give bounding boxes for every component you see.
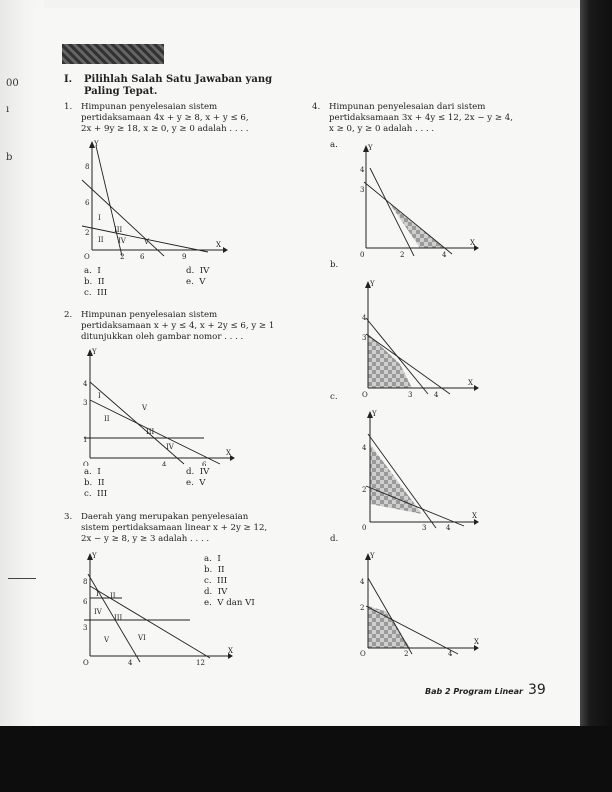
graph-option-b bbox=[352, 278, 487, 400]
option[interactable]: b. II bbox=[84, 478, 105, 488]
option[interactable]: a. I bbox=[84, 266, 101, 276]
region-label: III bbox=[114, 226, 123, 234]
option[interactable]: d. IV bbox=[204, 587, 228, 597]
region-label: I bbox=[98, 214, 101, 222]
x-tick: 4 bbox=[446, 524, 451, 532]
option-label[interactable]: b. bbox=[330, 260, 339, 270]
question-text-line: ditunjukkan oleh gambar nomor . . . . bbox=[81, 332, 244, 342]
x-tick: 3 bbox=[422, 524, 427, 532]
x-tick: 2 bbox=[400, 251, 405, 259]
y-tick: 2 bbox=[85, 229, 90, 237]
region-label: I bbox=[98, 392, 101, 400]
section-number: I. bbox=[64, 74, 73, 85]
y-axis-label: Y bbox=[94, 140, 99, 148]
x-tick: 4 bbox=[448, 650, 453, 658]
scan-shadow-bottom bbox=[0, 726, 612, 792]
option-label[interactable]: c. bbox=[330, 392, 338, 402]
origin-label: O bbox=[84, 253, 90, 261]
option[interactable]: b. II bbox=[84, 277, 105, 287]
x-axis-label: X bbox=[474, 638, 479, 646]
question-text-line: 2x − y ≥ 8, y ≥ 3 adalah . . . . bbox=[81, 534, 210, 544]
region-label: IV bbox=[94, 608, 102, 616]
scan-shadow-right bbox=[580, 0, 612, 792]
option[interactable]: d. IV bbox=[186, 467, 210, 477]
y-tick: 3 bbox=[83, 399, 88, 407]
margin-mark: ı bbox=[6, 104, 10, 115]
option[interactable]: e. V bbox=[186, 478, 206, 488]
question-text-line: Himpunan penyelesaian sistem bbox=[81, 102, 218, 112]
region-label: III bbox=[146, 428, 155, 436]
option[interactable]: e. V dan VI bbox=[204, 598, 255, 608]
y-axis-label: Y bbox=[92, 348, 97, 356]
x-tick: 4 bbox=[162, 461, 167, 466]
y-tick: 1 bbox=[83, 436, 88, 444]
question-number: 1. bbox=[64, 102, 73, 112]
option-label[interactable]: d. bbox=[330, 534, 339, 544]
x-axis-label: X bbox=[228, 647, 233, 655]
margin-mark: 00 bbox=[6, 78, 19, 89]
question-number: 2. bbox=[64, 310, 73, 320]
y-axis-label: Y bbox=[92, 552, 97, 560]
x-tick: 9 bbox=[182, 253, 187, 261]
section-title-line1: Pilihlah Salah Satu Jawaban yang bbox=[84, 74, 273, 85]
option[interactable]: a. I bbox=[204, 554, 221, 564]
x-tick: 2 bbox=[120, 253, 125, 261]
question-number: 4. bbox=[312, 102, 321, 112]
question-text-line: x ≥ 0, y ≥ 0 adalah . . . . bbox=[329, 124, 435, 134]
region-label: II bbox=[110, 592, 116, 600]
y-tick: 6 bbox=[85, 199, 90, 207]
y-tick: 6 bbox=[83, 598, 88, 606]
y-axis-label: Y bbox=[368, 144, 373, 152]
x-axis-label: X bbox=[470, 239, 475, 247]
option[interactable]: a. I bbox=[84, 467, 101, 477]
x-tick: 4 bbox=[442, 251, 447, 259]
y-axis-label: Y bbox=[372, 410, 377, 418]
region-label: V bbox=[142, 404, 148, 412]
graph-option-c bbox=[352, 408, 487, 533]
chapter-footer: Bab 2 Program Linear bbox=[425, 687, 523, 696]
page-number: 39 bbox=[528, 682, 546, 698]
region-label: V bbox=[144, 238, 150, 246]
y-axis-label: Y bbox=[370, 552, 375, 560]
y-tick: 3 bbox=[360, 186, 365, 194]
question-2 bbox=[64, 310, 314, 344]
y-tick: 4 bbox=[83, 380, 88, 388]
x-axis-label: X bbox=[468, 379, 473, 387]
section-header-banner bbox=[62, 44, 164, 64]
y-tick: 3 bbox=[83, 624, 88, 632]
origin-label: O bbox=[362, 391, 368, 399]
origin-label: O bbox=[83, 461, 89, 466]
question-text-line: sistem pertidaksamaan linear x + 2y ≥ 12, bbox=[81, 523, 268, 533]
x-axis-label: X bbox=[472, 512, 477, 520]
margin-mark: b bbox=[6, 152, 13, 163]
option[interactable]: d. IV bbox=[186, 266, 210, 276]
y-axis-label: Y bbox=[370, 280, 375, 288]
section-title-line2: Paling Tepat. bbox=[84, 86, 158, 97]
option-label[interactable]: a. bbox=[330, 140, 338, 150]
x-tick: 4 bbox=[128, 659, 133, 667]
region-label: II bbox=[98, 236, 104, 244]
region-label: III bbox=[114, 614, 123, 622]
x-tick: 6 bbox=[140, 253, 145, 261]
region-label: VI bbox=[138, 634, 146, 642]
region-label: IV bbox=[118, 237, 126, 245]
x-tick: 3 bbox=[408, 391, 413, 399]
origin-label: O bbox=[360, 650, 366, 658]
question-1 bbox=[64, 102, 304, 136]
region-label: I bbox=[96, 590, 99, 598]
x-axis-label: X bbox=[216, 241, 221, 249]
region-label: V bbox=[104, 636, 110, 644]
y-tick: 4 bbox=[360, 166, 365, 174]
y-tick: 3 bbox=[362, 334, 367, 342]
origin-label: O bbox=[83, 659, 89, 667]
question-3 bbox=[64, 512, 314, 546]
question-text-line: 2x + 9y ≥ 18, x ≥ 0, y ≥ 0 adalah . . . . bbox=[81, 124, 249, 134]
y-tick: 4 bbox=[360, 578, 365, 586]
y-tick: 8 bbox=[85, 163, 90, 171]
graph-option-d bbox=[352, 550, 487, 665]
option[interactable]: c. III bbox=[84, 489, 108, 499]
y-tick: 4 bbox=[362, 314, 367, 322]
margin-rule bbox=[8, 578, 36, 579]
y-tick: 2 bbox=[360, 604, 365, 612]
option[interactable]: b. II bbox=[204, 565, 225, 575]
question-number: 3. bbox=[64, 512, 73, 522]
graph-option-a bbox=[352, 142, 487, 262]
option[interactable]: e. V bbox=[186, 277, 206, 287]
question-text-line: Himpunan penyelesaian dari sistem bbox=[329, 102, 486, 112]
question-text-line: pertidaksamaan x + y ≤ 4, x + 2y ≤ 6, y ≥ 1 bbox=[81, 321, 275, 331]
y-tick: 2 bbox=[362, 486, 367, 494]
option[interactable]: c. III bbox=[204, 576, 228, 586]
x-tick: 4 bbox=[434, 391, 439, 399]
origin-label: 0 bbox=[362, 524, 367, 532]
origin-label: 0 bbox=[360, 251, 365, 259]
x-tick: 2 bbox=[404, 650, 409, 658]
x-axis-label: X bbox=[226, 449, 231, 457]
question-text-line: Daerah yang merupakan penyelesaian bbox=[81, 512, 249, 522]
question-text-line: Himpunan penyelesaian sistem bbox=[81, 310, 218, 320]
graph-question-1 bbox=[78, 138, 228, 263]
region-label: II bbox=[104, 415, 110, 423]
x-tick: 6 bbox=[202, 461, 207, 466]
x-tick: 12 bbox=[196, 659, 205, 667]
question-4 bbox=[312, 102, 562, 136]
option[interactable]: c. III bbox=[84, 288, 108, 298]
question-text-line: pertidaksamaan 3x + 4y ≤ 12, 2x − y ≥ 4, bbox=[329, 113, 513, 123]
question-text-line: pertidaksamaan 4x + y ≥ 8, x + y ≤ 6, bbox=[81, 113, 249, 123]
region-label: IV bbox=[166, 443, 174, 451]
y-tick: 8 bbox=[83, 578, 88, 586]
graph-question-2 bbox=[80, 346, 240, 466]
y-tick: 4 bbox=[362, 444, 367, 452]
